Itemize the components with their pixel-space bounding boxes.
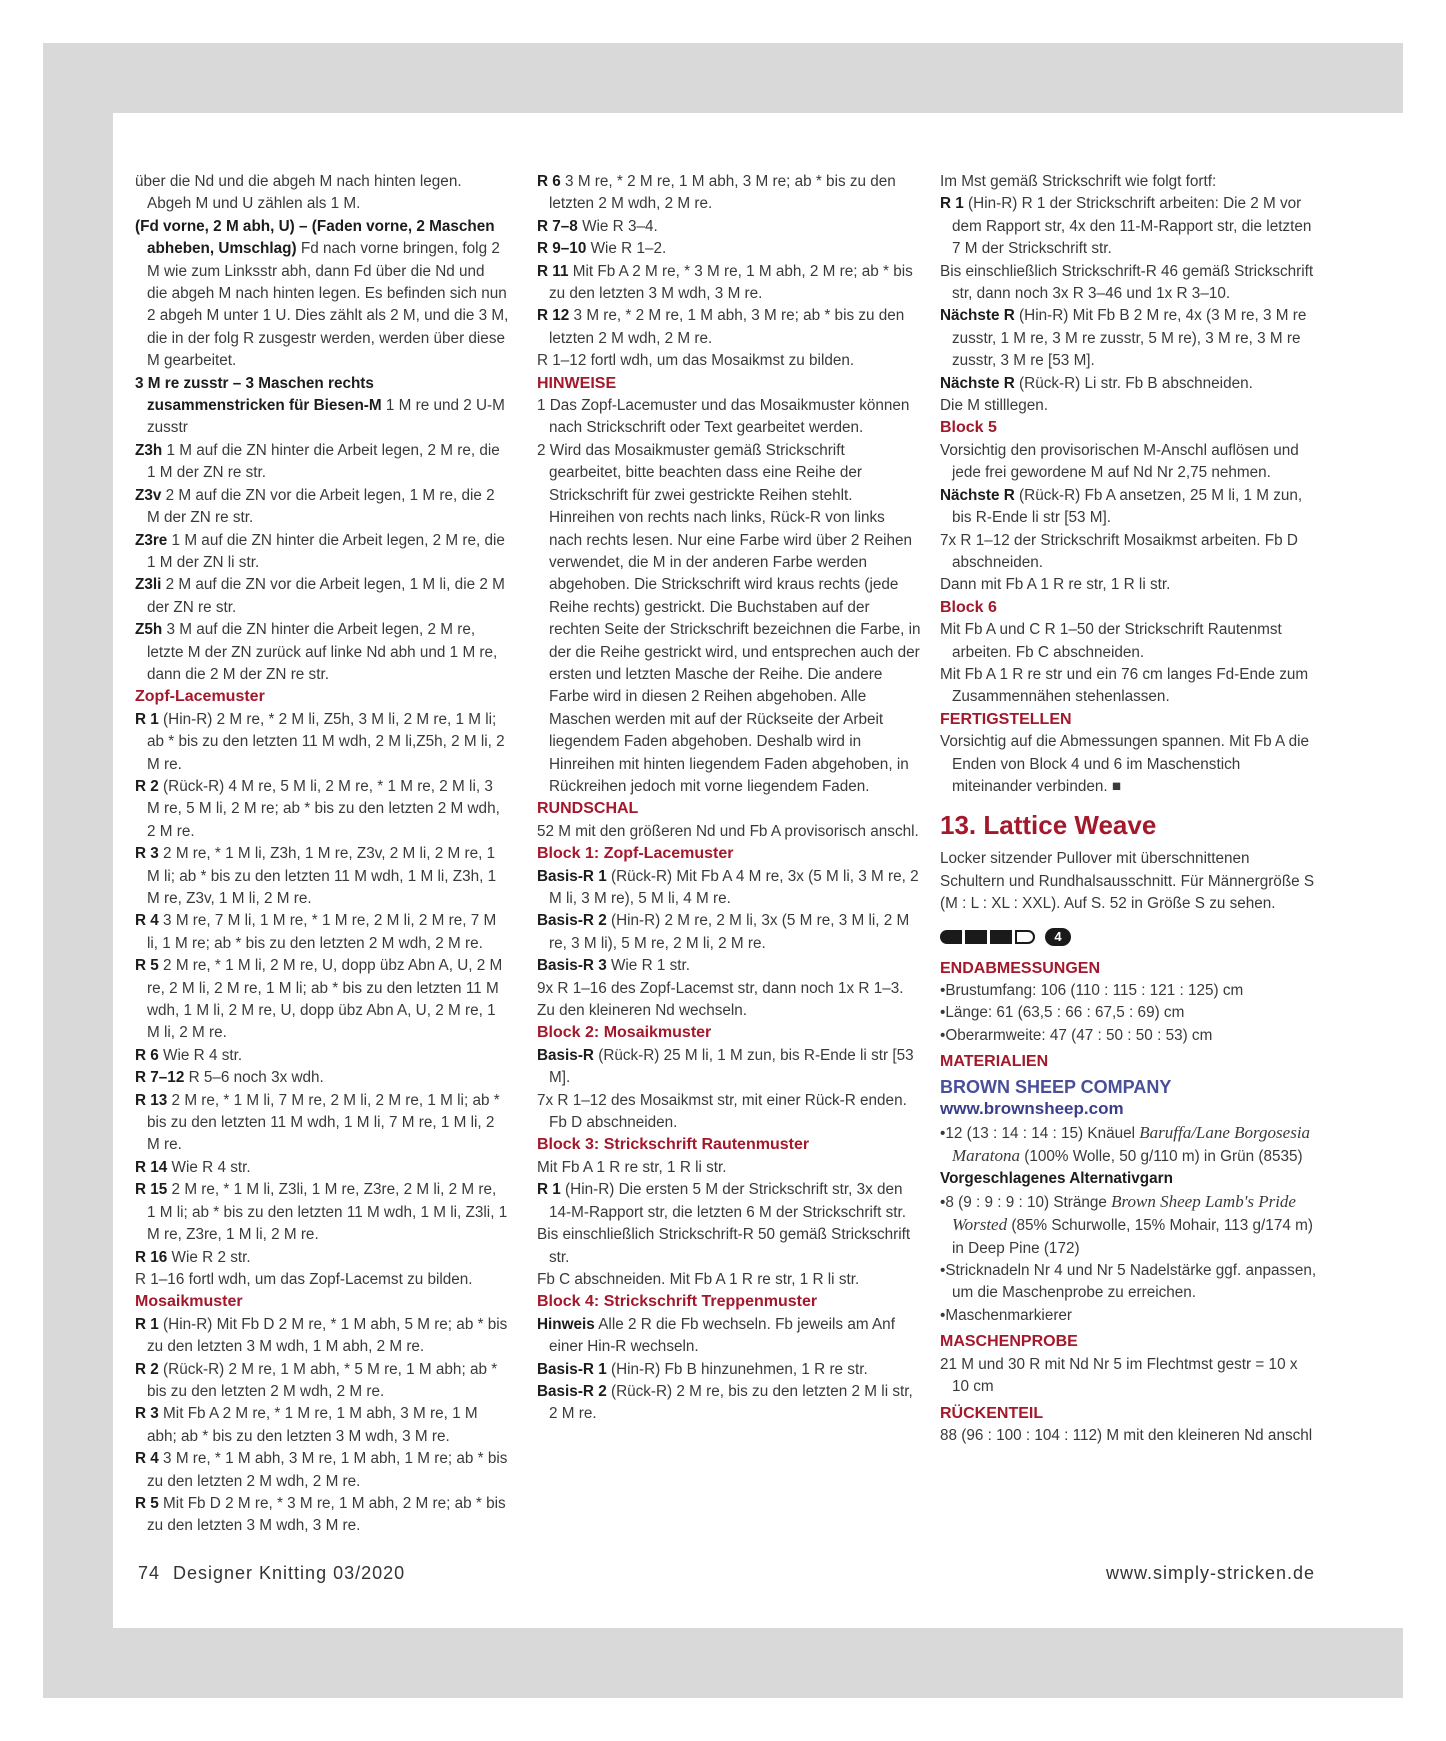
instruction-text: Zu den kleineren Nd wechseln.: [537, 1002, 748, 1020]
page-sheet: [113, 113, 1403, 1628]
instruction-text: 7x R 1–12 des Mosaikmst str, mit einer Rück-R enden. Fb D abschneiden.: [537, 1091, 907, 1132]
instruction-text: 3 M re, * 2 M re, 1 M abh, 3 M re; ab * bis zu den letzten 2 M wdh, 2 M re.: [549, 173, 896, 213]
row-label: R 9–10: [537, 240, 587, 258]
instruction-paragraph: [537, 1179, 921, 1224]
instruction-text: 1 M re und 2 U-M zusstr: [147, 397, 505, 437]
section-heading-materialien: MATERIALIEN: [940, 1053, 1049, 1071]
instruction-text: Mit Fb A 2 M re, * 1 M re, 1 M abh, 3 M re, 1 M abh; ab * bis zu den letzten 3 M wdh, 3 M re.: [147, 1405, 478, 1445]
instruction-text: R 1–12 fortl wdh, um das Mosaikmst zu bilden.: [537, 352, 855, 370]
instruction-text: Wie R 4 str.: [167, 1158, 251, 1176]
row-label: Z3h: [135, 441, 163, 459]
instruction-paragraph: [940, 440, 1318, 485]
instruction-text: (Hin-R) Die ersten 5 M der Strickschrift str, 3x den 14-M-Rapport str, die letzten 6 M der Strickschrift str.: [549, 1181, 907, 1221]
instruction-paragraph: [940, 574, 1318, 596]
markers-item: •Maschenmarkierer: [940, 1306, 1073, 1324]
instruction-paragraph: [135, 1157, 509, 1179]
difficulty-rating: [940, 922, 1318, 952]
instruction-text: 2 Wird das Mosaikmuster gemäß Strickschrift gearbeitet, bitte beachten dass eine Reihe der Strickschrift für zwei gestrickte Reihen stehlt. Hinreihen von rechts nach links, Rück-R von links nach rechts lesen. Nur eine Farbe wird über 2 Reihen verwendet, die M in der anderen Farbe werden abgehoben. Die Strickschrift wird kraus rechts (jede Reihe rechts) gestrickt. Die Buchstaben auf der rechten Seite der Strickschrift bezeichnen die Farbe, in der die Reihe gestrickt wird, und entsprechen auch der ersten und letzten Masche der Reihe. Die andere Farbe wird in diesen 2 Reihen abgehoben. Alle Maschen werden mit auf der Rückseite der Arbeit liegendem Faden abgehoben. Deshalb wird in Hinreihen mit hinten liegendem Faden abgehoben, in Rückreihen jedoch mit vorne liegendem Faden.: [537, 441, 921, 795]
instruction-text: 2 M auf die ZN vor die Arbeit legen, 1 M re, die 2 M der ZN re str.: [147, 486, 495, 527]
yarn-name: Baruffa/Lane Borgosesia Maratona: [952, 1122, 1311, 1166]
measure-item: •Länge: 61 (63,5 : 66 : 67,5 : 69) cm: [940, 1004, 1185, 1022]
instruction-paragraph: [537, 238, 921, 260]
instruction-paragraph: [940, 530, 1318, 575]
supplier-name: BROWN SHEEP COMPANY: [940, 1076, 1172, 1097]
instruction-text: (Rück-R) 2 M re, bis zu den letzten 2 M li str, 2 M re.: [549, 1382, 913, 1423]
instruction-paragraph: [940, 373, 1318, 395]
instruction-paragraph: [537, 261, 921, 306]
instruction-text: 3 M re, 7 M li, 1 M re, * 1 M re, 2 M li, 2 M re, 7 M li, 1 M re; ab * bis zu den letzten 2 M wdh, 2 M re.: [147, 912, 497, 952]
section-heading: HINWEISE: [537, 374, 617, 392]
row-label: R 4: [135, 1450, 159, 1468]
section-heading-maschenprobe: MASCHENPROBE: [940, 1333, 1078, 1351]
instruction-text: Wie R 1 str.: [606, 957, 691, 975]
instruction-text: Mit Fb A 1 R re str, 1 R li str.: [537, 1158, 727, 1176]
instruction-paragraph: [135, 440, 509, 485]
instruction-paragraph: [135, 485, 509, 530]
instruction-paragraph: [135, 1179, 509, 1246]
row-label: R 1: [537, 1181, 561, 1199]
instruction-paragraph: [135, 1403, 509, 1448]
instruction-text: (Hin-R) Mit Fb D 2 M re, * 1 M abh, 5 M re; ab * bis zu den letzten 3 M wdh, 1 M abh, 2 M re.: [147, 1315, 508, 1356]
instruction-text: 52 M mit den größeren Nd und Fb A provisorisch anschl.: [537, 822, 919, 840]
section-heading: Block 6: [940, 598, 997, 616]
instruction-paragraph: [135, 574, 509, 619]
row-label: R 5: [135, 1494, 159, 1512]
row-label: Hinweis: [537, 1315, 595, 1333]
instruction-paragraph: [537, 1000, 921, 1022]
instruction-paragraph: [940, 664, 1318, 709]
row-label: R 11: [537, 262, 569, 280]
row-label: R 6: [537, 173, 561, 190]
instruction-text: 1 M auf die ZN hinter die Arbeit legen, 2 M re, die 1 M der ZN re str.: [147, 441, 500, 482]
instruction-paragraph: [940, 485, 1318, 530]
pattern-intro: Locker sitzender Pullover mit überschnittenen Schultern und Rundhalsausschnitt. Für Männergröße S (M : L : XL : XXL). Auf S. 52 in Größe S zu sehen.: [940, 850, 1315, 913]
instruction-paragraph: [135, 1448, 509, 1493]
measure-item: •Oberarmweite: 47 (47 : 50 : 50 : 53) cm: [940, 1026, 1213, 1044]
instruction-paragraph: [537, 910, 921, 955]
instruction-paragraph: [940, 193, 1318, 260]
row-label: R 14: [135, 1158, 168, 1176]
instruction-paragraph: [537, 216, 921, 238]
instruction-paragraph: [537, 1269, 921, 1291]
instruction-paragraph: [135, 776, 509, 843]
instruction-text: Alle 2 R die Fb wechseln. Fb jeweils am Anf einer Hin-R wechseln.: [549, 1315, 895, 1356]
instruction-text: (Hin-R) Mit Fb B 2 M re, 4x (3 M re, 3 M re zusstr, 1 M re, 3 M re zusstr, 5 M re), 3 M re, 3 M re zusstr, 3 M re [53 M].: [952, 307, 1307, 370]
row-label: R 7–12: [135, 1069, 185, 1087]
row-label: Basis-R 1: [537, 1360, 607, 1378]
instruction-text: (Rück-R) Fb A ansetzen, 25 M li, 1 M zun, bis R-Ende li str [53 M].: [952, 486, 1303, 527]
section-heading-endabmessungen: ENDABMESSUNGEN: [940, 959, 1101, 977]
row-label: Z3re: [135, 531, 168, 549]
yarn-item: •12 (13 : 14 : 14 : 15) Knäuel Baruffa/Lane Borgosesia Maratona (100% Wolle, 50 g/110 m) in Grün (8535): [940, 1122, 1311, 1166]
instruction-text: Bis einschließlich Strickschrift-R 50 gemäß Strickschrift str.: [537, 1226, 911, 1266]
instruction-text: Vorsichtig auf die Abmessungen spannen. Mit Fb A die Enden von Block 4 und 6 im Maschenstich miteinander verbinden. ■: [940, 733, 1310, 795]
instruction-paragraph: [135, 216, 509, 373]
difficulty-badge: 4: [1045, 928, 1071, 946]
instruction-paragraph: [537, 1224, 921, 1269]
magazine-issue: Designer Knitting 03/2020: [173, 1563, 406, 1583]
alt-yarn-name: Brown Sheep Lamb's Pride Worsted: [952, 1191, 1296, 1235]
instruction-paragraph: [537, 1359, 921, 1381]
row-label: Nächste R: [940, 374, 1015, 392]
instruction-text: 3 M re, * 2 M re, 1 M abh, 3 M re; ab * bis zu den letzten 2 M wdh, 2 M re.: [549, 307, 905, 347]
instruction-text: Dann mit Fb A 1 R re str, 1 R li str.: [940, 576, 1171, 594]
row-label: Nächste R: [940, 486, 1015, 504]
row-label: Basis-R 1: [537, 867, 607, 885]
row-label: Basis-R 3: [537, 957, 607, 975]
instruction-text: Die M stilllegen.: [940, 397, 1048, 415]
row-label: R 3: [135, 845, 159, 863]
instruction-text: 3 M auf die ZN hinter die Arbeit legen, 2 M re, letzte M der ZN zurück auf linke Nd abh und 1 M re, dann die 2 M der ZN re str.: [147, 621, 498, 683]
row-label: R 1: [940, 195, 964, 213]
alt-yarn-heading: Vorgeschlagenes Alternativgarn: [940, 1170, 1173, 1188]
instruction-text: (Hin-R) 2 M re, * 2 M li, Z5h, 3 M li, 2 M re, 1 M li; ab * bis zu den letzten 11 M wdh, 2 M li,Z5h, 2 M li, 2 M re.: [147, 710, 505, 773]
instruction-paragraph: [135, 619, 509, 686]
instruction-text: Im Mst gemäß Strickschrift wie folgt fortf:: [940, 173, 1217, 190]
instruction-paragraph: [537, 350, 921, 372]
instruction-text: Mit Fb A 1 R re str und ein 76 cm langes Fd-Ende zum Zusammennähen stehenlassen.: [940, 665, 1309, 706]
section-heading: RUNDSCHAL: [537, 800, 639, 818]
row-label: (Fd vorne, 2 M abh, U) – (Faden vorne, 2 Maschen abheben, Umschlag): [135, 217, 495, 258]
instruction-paragraph: [135, 843, 509, 910]
row-label: Nächste R: [940, 307, 1015, 325]
instruction-paragraph: [135, 1359, 509, 1404]
back-text: 88 (96 : 100 : 104 : 112) M mit den kleineren Nd anschl: [940, 1426, 1313, 1444]
row-label: R 13: [135, 1091, 168, 1109]
row-label: R 7–8: [537, 217, 578, 235]
instruction-paragraph: [940, 171, 1318, 193]
row-label: Z3li: [135, 576, 162, 594]
row-label: R 1: [135, 710, 159, 728]
instruction-paragraph: [537, 866, 921, 911]
instruction-paragraph: [537, 1045, 921, 1090]
instruction-paragraph: [135, 709, 509, 776]
instruction-paragraph: [940, 261, 1318, 306]
instruction-text: 2 M re, * 1 M li, Z3h, 1 M re, Z3v, 2 M li, 2 M re, 1 M li; ab * bis zu den letzten 11 M wdh, 1 M li, Z3h, 1 M re, Z3v, 1 M li, 2 M re.: [147, 845, 497, 907]
row-label: R 1: [135, 1315, 159, 1333]
instruction-text: Bis einschließlich Strickschrift-R 46 gemäß Strickschrift str, dann noch 3x R 3–46 und 1x R 3–10.: [940, 262, 1314, 303]
alt-yarn-item: •8 (9 : 9 : 9 : 10) Stränge Brown Sheep Lamb's Pride Worsted (85% Schurwolle, 15% Mohair, 113 g/174 m) in Deep Pine (172): [940, 1191, 1313, 1257]
instruction-paragraph: [135, 955, 509, 1045]
section-heading: Block 1: Zopf-Lacemuster: [537, 845, 734, 863]
instruction-text: (Rück-R) 2 M re, 1 M abh, * 5 M re, 1 M abh; ab * bis zu den letzten 2 M wdh, 2 M re.: [147, 1360, 498, 1400]
instruction-paragraph: [537, 821, 921, 843]
instruction-text: über die Nd und die abgeh M nach hinten legen. Abgeh M und U zählen als 1 M.: [135, 173, 462, 213]
column-middle: [537, 171, 921, 1426]
needles-item: •Stricknadeln Nr 4 und Nr 5 Nadelstärke ggf. anpassen, um die Maschenprobe zu erreichen.: [940, 1262, 1317, 1302]
row-label: R 4: [135, 912, 159, 930]
instruction-paragraph: [135, 1493, 509, 1538]
instruction-paragraph: [135, 910, 509, 955]
instruction-paragraph: [135, 1247, 509, 1269]
instruction-paragraph: [537, 978, 921, 1000]
section-heading: Block 4: Strickschrift Treppenmuster: [537, 1293, 818, 1311]
instruction-paragraph: [537, 955, 921, 977]
row-label: R 6: [135, 1046, 159, 1064]
instruction-paragraph: [940, 395, 1318, 417]
instruction-paragraph: [537, 395, 921, 440]
row-label: R 3: [135, 1405, 159, 1423]
instruction-text: 2 M auf die ZN vor die Arbeit legen, 1 M li, die 2 M der ZN re str.: [147, 576, 505, 616]
instruction-paragraph: [537, 1314, 921, 1359]
instruction-text: R 1–16 fortl wdh, um das Zopf-Lacemst zu bilden.: [135, 1270, 473, 1288]
instruction-paragraph: [135, 171, 509, 216]
instruction-paragraph: [537, 1157, 921, 1179]
instruction-text: Mit Fb A 2 M re, * 3 M re, 1 M abh, 2 M re; ab * bis zu den letzten 3 M wdh, 3 M re.: [549, 262, 913, 303]
page-number: 74: [138, 1563, 161, 1583]
supplier-url[interactable]: www.brownsheep.com: [940, 1098, 1124, 1118]
instruction-paragraph: [940, 619, 1318, 664]
instruction-text: 2 M re, * 1 M li, Z3li, 1 M re, Z3re, 2 M li, 2 M re, 1 M li; ab * bis zu den letzten 11 M wdh, 1 M li, Z3li, 1 M re, Z3re, 1 M li, 2 M re.: [147, 1181, 508, 1244]
instruction-text: 1 Das Zopf-Lacemuster und das Mosaikmuster können nach Strickschrift oder Text gearbeitet werden.: [537, 397, 910, 437]
instruction-paragraph: [135, 530, 509, 575]
row-label: R 2: [135, 777, 159, 795]
instruction-text: Wie R 3–4.: [577, 217, 658, 235]
instruction-text: Wie R 2 str.: [167, 1248, 251, 1266]
row-label: Z3v: [135, 486, 162, 504]
section-heading: FERTIGSTELLEN: [940, 710, 1072, 728]
instruction-paragraph: [135, 373, 509, 440]
instruction-paragraph: [940, 305, 1318, 372]
instruction-text: Mit Fb D 2 M re, * 3 M re, 1 M abh, 2 M re; ab * bis zu den letzten 3 M wdh, 3 M re.: [147, 1494, 506, 1535]
shawl-instructions-continued: [940, 171, 1318, 798]
row-label: Basis-R: [537, 1046, 594, 1064]
instruction-paragraph: [537, 1381, 921, 1426]
instruction-paragraph: [135, 1269, 509, 1291]
instruction-paragraph: [537, 1090, 921, 1135]
instruction-paragraph: [537, 440, 921, 799]
section-heading: Block 3: Strickschrift Rautenmuster: [537, 1136, 810, 1154]
instruction-text: 1 M auf die ZN hinter die Arbeit legen, 2 M re, die 1 M der ZN li str.: [147, 531, 505, 571]
row-label: R 5: [135, 957, 159, 975]
instruction-text: Mit Fb A und C R 1–50 der Strickschrift Rautenmst arbeiten. Fb C abschneiden.: [940, 621, 1282, 661]
instruction-text: (Rück-R) 25 M li, 1 M zun, bis R-Ende li str [53 M].: [549, 1046, 914, 1087]
measure-item: •Brustumfang: 106 (110 : 115 : 121 : 125) cm: [940, 982, 1244, 999]
instruction-paragraph: [940, 731, 1318, 798]
instruction-text: (Hin-R) 2 M re, 2 M li, 3x (5 M re, 3 M li, 2 M re, 3 M li), 5 M re, 2 M li, 2 M re.: [549, 912, 910, 952]
instruction-paragraph: [135, 1045, 509, 1067]
instruction-text: (Rück-R) 4 M re, 5 M li, 2 M re, * 1 M re, 2 M li, 3 M re, 5 M li, 2 M re; ab * bis zu den letzten 2 M wdh, 2 M re.: [147, 777, 500, 840]
instruction-text: R 5–6 noch 3x wdh.: [184, 1069, 324, 1087]
instruction-text: Wie R 1–2.: [586, 240, 667, 258]
instruction-text: 3 M re, * 1 M abh, 3 M re, 1 M abh, 1 M re; ab * bis zu den letzten 2 M wdh, 2 M re.: [147, 1450, 508, 1490]
instruction-text: Fb C abschneiden. Mit Fb A 1 R re str, 1 R li str.: [537, 1270, 860, 1288]
section-heading: Zopf-Lacemuster: [135, 688, 265, 706]
section-heading: Block 2: Mosaikmuster: [537, 1024, 712, 1042]
pattern-title: 13. Lattice Weave: [940, 810, 1157, 841]
row-label: R 2: [135, 1360, 159, 1378]
row-label: 3 M re zusstr – 3 Maschen rechts zusammenstricken für Biesen-M: [135, 374, 382, 415]
instruction-text: 7x R 1–12 der Strickschrift Mosaikmst arbeiten. Fb D abschneiden.: [940, 531, 1298, 571]
section-heading: Block 5: [940, 419, 997, 437]
column-right: [940, 171, 1318, 1447]
instruction-text: Fd nach vorne bringen, folg 2 M wie zum Linksstr abh, dann Fd über die Nd und die abgeh M nach hinten legen. Es befinden sich nun 2 abgeh M unter 1 U. Dies zählt als 2 M, und die 3 M, die in der folg R zusgestr werden, werden über diese M gearbeitet.: [147, 240, 509, 370]
website-url[interactable]: www.simply-stricken.de: [1105, 1563, 1315, 1583]
row-label: R 12: [537, 307, 570, 325]
instruction-text: (Rück-R) Li str. Fb B abschneiden.: [1014, 374, 1253, 392]
gauge-text: 21 M und 30 R mit Nd Nr 5 im Flechtmst gestr = 10 x 10 cm: [940, 1355, 1298, 1396]
instruction-text: 2 M re, * 1 M li, 7 M re, 2 M li, 2 M re, 1 M li; ab * bis zu den letzten 11 M wdh, 1 M li, 7 M re, 1 M li, 2 M re.: [147, 1091, 500, 1154]
instruction-text: (Rück-R) Mit Fb A 4 M re, 3x (5 M li, 3 M re, 2 M li, 3 M re), 5 M li, 4 M re.: [549, 867, 919, 907]
row-label: Basis-R 2: [537, 1382, 607, 1400]
row-label: R 15: [135, 1181, 168, 1199]
instruction-paragraph: [135, 1314, 509, 1359]
row-label: Z5h: [135, 621, 163, 639]
instruction-paragraph: [537, 305, 921, 350]
row-label: Basis-R 2: [537, 912, 607, 930]
difficulty-bars-icon: [940, 930, 1035, 944]
section-heading: Mosaikmuster: [135, 1293, 243, 1311]
instruction-text: Vorsichtig den provisorischen M-Anschl auflösen und jede frei gewordene M auf Nd Nr 2,75 nehmen.: [940, 441, 1299, 482]
instruction-text: (Hin-R) R 1 der Strickschrift arbeiten: Die 2 M vor dem Rapport str, 4x den 11-M-Rapport str, die letzten 7 M der Strickschrift str.: [952, 195, 1312, 258]
instruction-text: Wie R 4 str.: [158, 1046, 243, 1064]
row-label: R 16: [135, 1248, 168, 1266]
instruction-paragraph: [537, 171, 921, 216]
instruction-paragraph: [135, 1090, 509, 1157]
section-heading-rueckenteil: RÜCKENTEIL: [940, 1404, 1044, 1422]
instruction-paragraph: [135, 1067, 509, 1089]
instruction-text: 2 M re, * 1 M li, 2 M re, U, dopp übz Abn A, U, 2 M re, 2 M li, 2 M re, 1 M li; ab * bis zu den letzten 11 M wdh, 1 M li, 2 M re, U, dopp übz Abn A, U, 2 M re, 1 M li, 2 M re.: [147, 957, 503, 1042]
column-left: [135, 171, 509, 1538]
instruction-text: 9x R 1–16 des Zopf-Lacemst str, dann noch 1x R 1–3.: [537, 979, 904, 997]
instruction-text: (Hin-R) Fb B hinzunehmen, 1 R re str.: [606, 1360, 868, 1378]
